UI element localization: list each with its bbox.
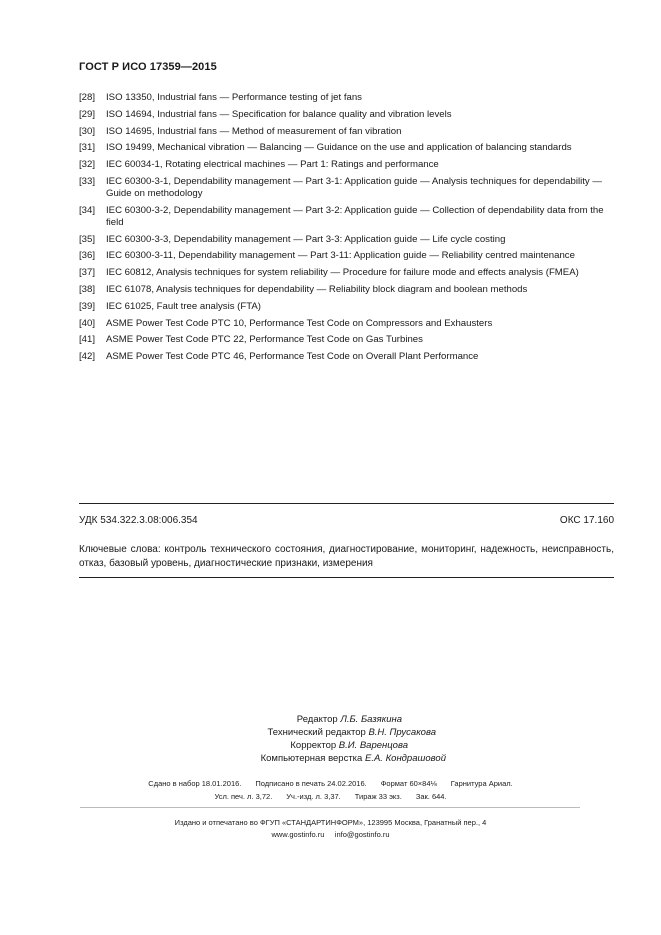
divider-footer xyxy=(80,807,580,808)
ref-number: [34] xyxy=(79,204,96,216)
classification-row xyxy=(79,515,614,526)
ref-number: [41] xyxy=(79,334,96,346)
list-item xyxy=(79,159,619,171)
credit-layout xyxy=(0,752,661,765)
ref-text: IEC 60300-3-3, Dependability management — Part 3-3: Application guide — Life cycle costing xyxy=(106,233,506,245)
publisher-line1: Издано и отпечатано во ФГУП «СТАНДАРТИНФОРМ», 123995 Москва, Гранатный пер., 4 xyxy=(174,818,487,827)
print-set-date: Сдано в набор 18.01.2016. xyxy=(148,779,242,788)
list-item xyxy=(79,318,619,330)
print-font: Гарнитура Ариал. xyxy=(450,779,513,788)
credit-role: Корректор xyxy=(290,740,337,751)
list-item xyxy=(79,351,619,363)
print-format: Формат 60×84⅛ xyxy=(380,779,437,788)
credit-name: В.Н. Прусакова xyxy=(368,727,436,738)
ref-text: ISO 14694, Industrial fans — Specification for balance quality and vibration levels xyxy=(106,108,452,120)
oks-code: ОКС 17.160 xyxy=(559,515,614,526)
bibliography-list xyxy=(79,92,619,368)
ref-text: ISO 14695, Industrial fans — Method of measurement of fan vibration xyxy=(106,125,402,137)
ref-number: [42] xyxy=(79,351,96,363)
print-sign-date: Подписано в печать 24.02.2016. xyxy=(255,779,367,788)
ref-number: [40] xyxy=(79,317,96,329)
credit-role: Технический редактор xyxy=(267,727,366,738)
print-sheets: Усл. печ. л. 3,72. xyxy=(214,792,273,801)
list-item xyxy=(79,301,619,313)
print-pub-sheets: Уч.-изд. л. 3,37. xyxy=(286,792,341,801)
page-header: ГОСТ Р ИСО 17359—2015 xyxy=(79,61,217,73)
ref-number: [37] xyxy=(79,267,96,279)
credit-editor xyxy=(0,713,661,726)
print-order: Зак. 644. xyxy=(415,792,447,801)
credit-tech-editor xyxy=(0,726,661,739)
ref-number: [32] xyxy=(79,159,96,171)
list-item xyxy=(79,334,619,346)
ref-text: IEC 60300-3-2, Dependability management — Part 3-2: Application guide — Collection of dependability data from the field xyxy=(106,204,604,228)
print-info-line1 xyxy=(0,778,661,790)
divider-bottom xyxy=(79,577,614,578)
ref-text: IEC 61078, Analysis techniques for dependability — Reliability block diagram and boolean methods xyxy=(106,283,528,295)
credit-name: Л.Б. Базякина xyxy=(340,714,402,725)
list-item xyxy=(79,234,619,246)
list-item xyxy=(79,126,619,138)
ref-number: [33] xyxy=(79,175,96,187)
list-item xyxy=(79,142,619,154)
list-item xyxy=(79,176,619,200)
udk-code: УДК 534.322.3.08:006.354 xyxy=(79,515,198,526)
ref-number: [30] xyxy=(79,125,96,137)
credit-corrector xyxy=(0,739,661,752)
ref-text: ISO 19499, Mechanical vibration — Balancing — Guidance on the use and application of balancing standards xyxy=(106,142,572,154)
print-info-line2 xyxy=(0,791,661,803)
ref-number: [35] xyxy=(79,233,96,245)
ref-text: IEC 60300-3-1, Dependability management — Part 3-1: Application guide — Analysis techniques for dependability — Guide on methodology xyxy=(106,175,602,199)
ref-number: [38] xyxy=(79,283,96,295)
ref-text: IEC 60300-3-11, Dependability management — Part 3-11: Application guide — Reliability centred maintenance xyxy=(106,250,575,262)
ref-number: [29] xyxy=(79,108,96,120)
ref-number: [28] xyxy=(79,92,96,103)
list-item xyxy=(79,92,619,104)
ref-text: IEC 60812, Analysis techniques for system reliability — Procedure for failure mode and effects analysis (FMEA) xyxy=(106,267,579,279)
ref-number: [39] xyxy=(79,300,96,312)
ref-text: ASME Power Test Code PTC 22, Performance Test Code on Gas Turbines xyxy=(106,334,423,346)
ref-text: ASME Power Test Code PTC 10, Performance Test Code on Compressors and Exhausters xyxy=(106,317,493,329)
list-item xyxy=(79,250,619,262)
divider-top xyxy=(79,503,614,504)
credit-name: Е.А. Кондрашовой xyxy=(364,753,446,764)
list-item xyxy=(79,205,619,229)
ref-text: ASME Power Test Code PTC 46, Performance Test Code on Overall Plant Performance xyxy=(106,351,479,363)
credit-role: Компьютерная верстка xyxy=(260,753,363,764)
credit-name: В.И. Варенцова xyxy=(338,740,408,751)
credits-block xyxy=(0,713,661,765)
list-item xyxy=(79,267,619,279)
list-item xyxy=(79,284,619,296)
keywords: Ключевые слова: контроль технического состояния, диагностирование, мониторинг, надежность, неисправность, отказ, базовый уровень, диагностические признаки, измерения xyxy=(79,544,614,569)
ref-text: ISO 13350, Industrial fans — Performance testing of jet fans xyxy=(106,92,362,103)
print-run: Тираж 33 экз. xyxy=(354,792,402,801)
ref-number: [31] xyxy=(79,142,96,154)
list-item xyxy=(79,109,619,121)
ref-number: [36] xyxy=(79,250,96,262)
ref-text: IEC 60034-1, Rotating electrical machines — Part 1: Ratings and performance xyxy=(106,159,439,171)
ref-text: IEC 61025, Fault tree analysis (FTA) xyxy=(106,300,261,312)
publisher-line2: www.gostinfo.ru info@gostinfo.ru xyxy=(271,830,390,839)
credit-role: Редактор xyxy=(296,714,338,725)
